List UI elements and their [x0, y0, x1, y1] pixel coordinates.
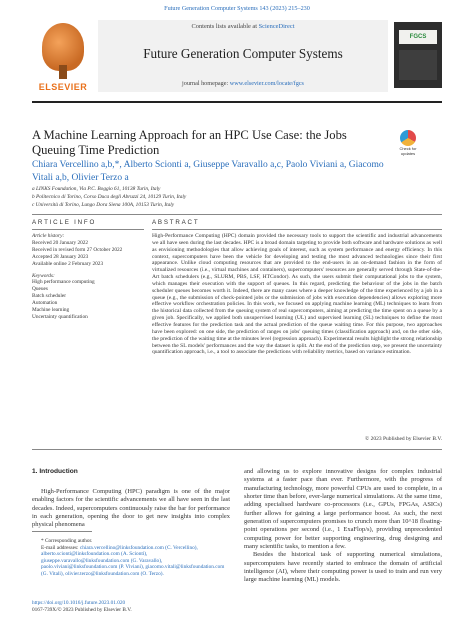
affiliation-a: a LINKS Foundation, Via P.C. Boggio 61, 10138 Turin, Italy — [32, 186, 161, 192]
intro-paragraph-right-1: and allowing us to explore innovative designs for complex industrial systems at a faster pace than ever. Furthermore, with the progress of manufacturing technology, more powerful CPUs are used to complete, in a shorter time than before, ever-large numerical simulations. At the same time, adding specialised hardware co-processors (i.e., GPUs, FPGAs, ASICs) further allows for gaining a large performance boost. As such, the next generation of supercomputers promises to crunch more than 10^18 floating-point operations per second (i.e., 1 ExaFlop/s), providing unprecedented computing power for better supporting engineering, drug designing and many scientific tasks, to mention a few. — [244, 468, 442, 551]
crossmark-button[interactable] — [394, 130, 422, 158]
keyword: Batch scheduler — [32, 293, 66, 300]
history-received: Received 20 January 2022 — [32, 239, 89, 246]
section-heading-introduction: 1. Introduction — [32, 468, 78, 475]
doi-block — [32, 600, 230, 613]
history-revised: Received in revised form 27 October 2022 — [32, 246, 123, 253]
email-addresses — [32, 545, 230, 578]
intro-column-right — [244, 468, 442, 585]
keyword: Uncertainty quantification — [32, 313, 88, 320]
abstract-bottom-rule — [32, 449, 442, 450]
homepage-line — [98, 80, 388, 87]
abstract-copyright: © 2023 Published by Elsevier B.V. — [365, 436, 442, 442]
email-label: E-mail addresses: — [41, 544, 80, 551]
affiliations — [32, 185, 402, 209]
journal-cover-thumbnail[interactable] — [394, 22, 442, 88]
keywords-label: Keywords: — [32, 272, 55, 279]
intro-paragraph-left: High-Performance Computing (HPC) paradigm is one of the major enabling factors for the scientific advancements we all have seen in the last decades. Indeed, supercomputers continuously raise the bar for performance in each generation, opening the door to get new insights into complex physical phenomena — [32, 488, 230, 529]
crossmark-icon — [400, 130, 416, 146]
contents-prefix: Contents lists available at — [191, 23, 259, 30]
article-title: A Machine Learning Approach for an HPC Use Case: the Jobs Queuing Time Prediction — [32, 128, 347, 157]
abstract-body: High-Performance Computing (HPC) domain provided the necessary tools to support the scientific and industrial advancements we all have seen during the last decades. HPC is a broad domain targeting to provide both software and hardware solutions as well as envisioning methodologies that allow achieving goals of interest, such as system performance and energy efficiency. In this context, supercomputers have been the vehicle for developing and testing the most advanced technologies since their first appearance. Unlike cloud computing resources that are provided to the end-users in an on-demand fashion in the form of virtualized resources (i.e., virtual machines and containers), supercomputers' resources are generally served through State-of-the-Art batch schedulers (e.g., SLURM, PBS, LSF, HTCondor). As such, the users submit their computational jobs to the system, which manages their execution with the support of queues. In this regard, predicting the behaviour of the jobs in the batch scheduler queues becomes worth it. Indeed, there are many cases where a deeper knowledge of the time experienced by a job in a queue (e.g., the submission of check-pointed jobs or the submission of jobs with execution dependencies) allows exploring more effective workflow orchestration policies. In this work, we focused on applying machine learning (ML) techniques to learn from the historical data collected from the queuing system of real supercomputers, aiming at predicting the time spent on a queue by a given job. Specifically, we applied both unsupervised learning (UL) and supervised learning (SL) techniques to define the most effective features for the prediction task and the actual prediction of the queue waiting time. For this purpose, two approaches have been explored: on one side, the prediction of ranges on jobs' queuing times (classification approach) and, on the other side, the prediction of the waiting time at the minutes level (regression approach). Experimental results highlight the strong relationship between the SL models' performances and the way the dataset is split. At the end of the prediction step, we present the uncertainty quantification approach, i.e., a tool to associate the predictions with reliability metrics, based on variance estimation. — [152, 233, 442, 356]
cover-title: FGCS — [399, 30, 437, 44]
elsevier-logo[interactable] — [32, 20, 94, 92]
crossmark-label-2: updates — [400, 150, 416, 156]
homepage-prefix: journal homepage: — [182, 80, 230, 87]
homepage-link[interactable]: www.elsevier.com/locate/fgcs — [229, 80, 304, 87]
elsevier-wordmark: ELSEVIER — [38, 82, 88, 92]
abstract-rule — [152, 229, 442, 230]
affiliation-c: c Università di Torino, Lungo Dora Siena 100A, 10153 Turin, Italy — [32, 202, 175, 208]
cover-graphic — [399, 50, 437, 80]
intro-paragraph-right-2: Besides the historical task of supporting numerical simulations, supercomputers have recently started to embrace the domain of artificial intelligence (AI), where their computing power is used to train and run very large machine learning (ML) models. — [244, 551, 442, 584]
crossmark-label — [394, 147, 422, 156]
journal-title: Future Generation Computer Systems — [143, 46, 343, 61]
footnote-rule — [32, 531, 92, 532]
doi-link[interactable]: https://doi.org/10.1016/j.future.2023.01.020 — [32, 600, 126, 606]
article-info-heading: ARTICLE INFO — [32, 219, 97, 226]
history-label: Article history: — [32, 233, 65, 239]
author-list[interactable]: Chiara Vercellino a,b,*, Alberto Scionti a, Giuseppe Varavallo a,c, Paolo Viviani a, Giacomo Vitali a,b, Olivier Terzo a — [32, 160, 384, 183]
sciencedirect-link[interactable]: ScienceDirect — [258, 23, 295, 30]
header-rule — [32, 101, 442, 103]
corresponding-author-note: * Corresponding author. — [41, 538, 93, 544]
keyword: Queues — [32, 286, 48, 293]
affiliation-divider — [32, 214, 442, 215]
article-info-rule — [32, 229, 144, 230]
history-online: Available online 2 February 2023 — [32, 260, 104, 267]
issn-line: 0167-739X/© 2023 Published by Elsevier B.V. — [32, 606, 132, 613]
abstract-heading: ABSTRACT — [152, 219, 200, 226]
crossmark-label-1: Check for — [399, 146, 417, 151]
elsevier-trunk — [59, 65, 67, 79]
article-info — [32, 233, 144, 321]
footnotes — [32, 538, 230, 578]
keyword: High performance computing — [32, 279, 95, 286]
contents-line — [98, 23, 388, 30]
keyword: Machine learning — [32, 307, 70, 314]
journal-reference[interactable]: Future Generation Computer Systems 143 (2023) 215–230 — [164, 5, 310, 12]
affiliation-b: b Politecnico di Torino, Corso Duca degli Abruzzi 24, 10129 Turin, Italy — [32, 194, 187, 200]
elsevier-tree-icon — [42, 23, 84, 71]
history-accepted: Accepted 28 January 2023 — [32, 253, 89, 260]
keyword: Automation — [32, 300, 58, 307]
email-list[interactable]: chiara.vercellino@linksfoundation.com (C. Vercellino), alberto.scionti@linksfoundation.com (A. Scionti), giuseppe.varavallo@linksfoundation.com (G. Varavallo), paolo.viviani@linksfoundation.com (P. Viviani), giacomo.vitali@linksfoundation.com (G. Vitali), olivier.terzo@linksfoundation.com (O. Terzo). — [41, 544, 225, 577]
